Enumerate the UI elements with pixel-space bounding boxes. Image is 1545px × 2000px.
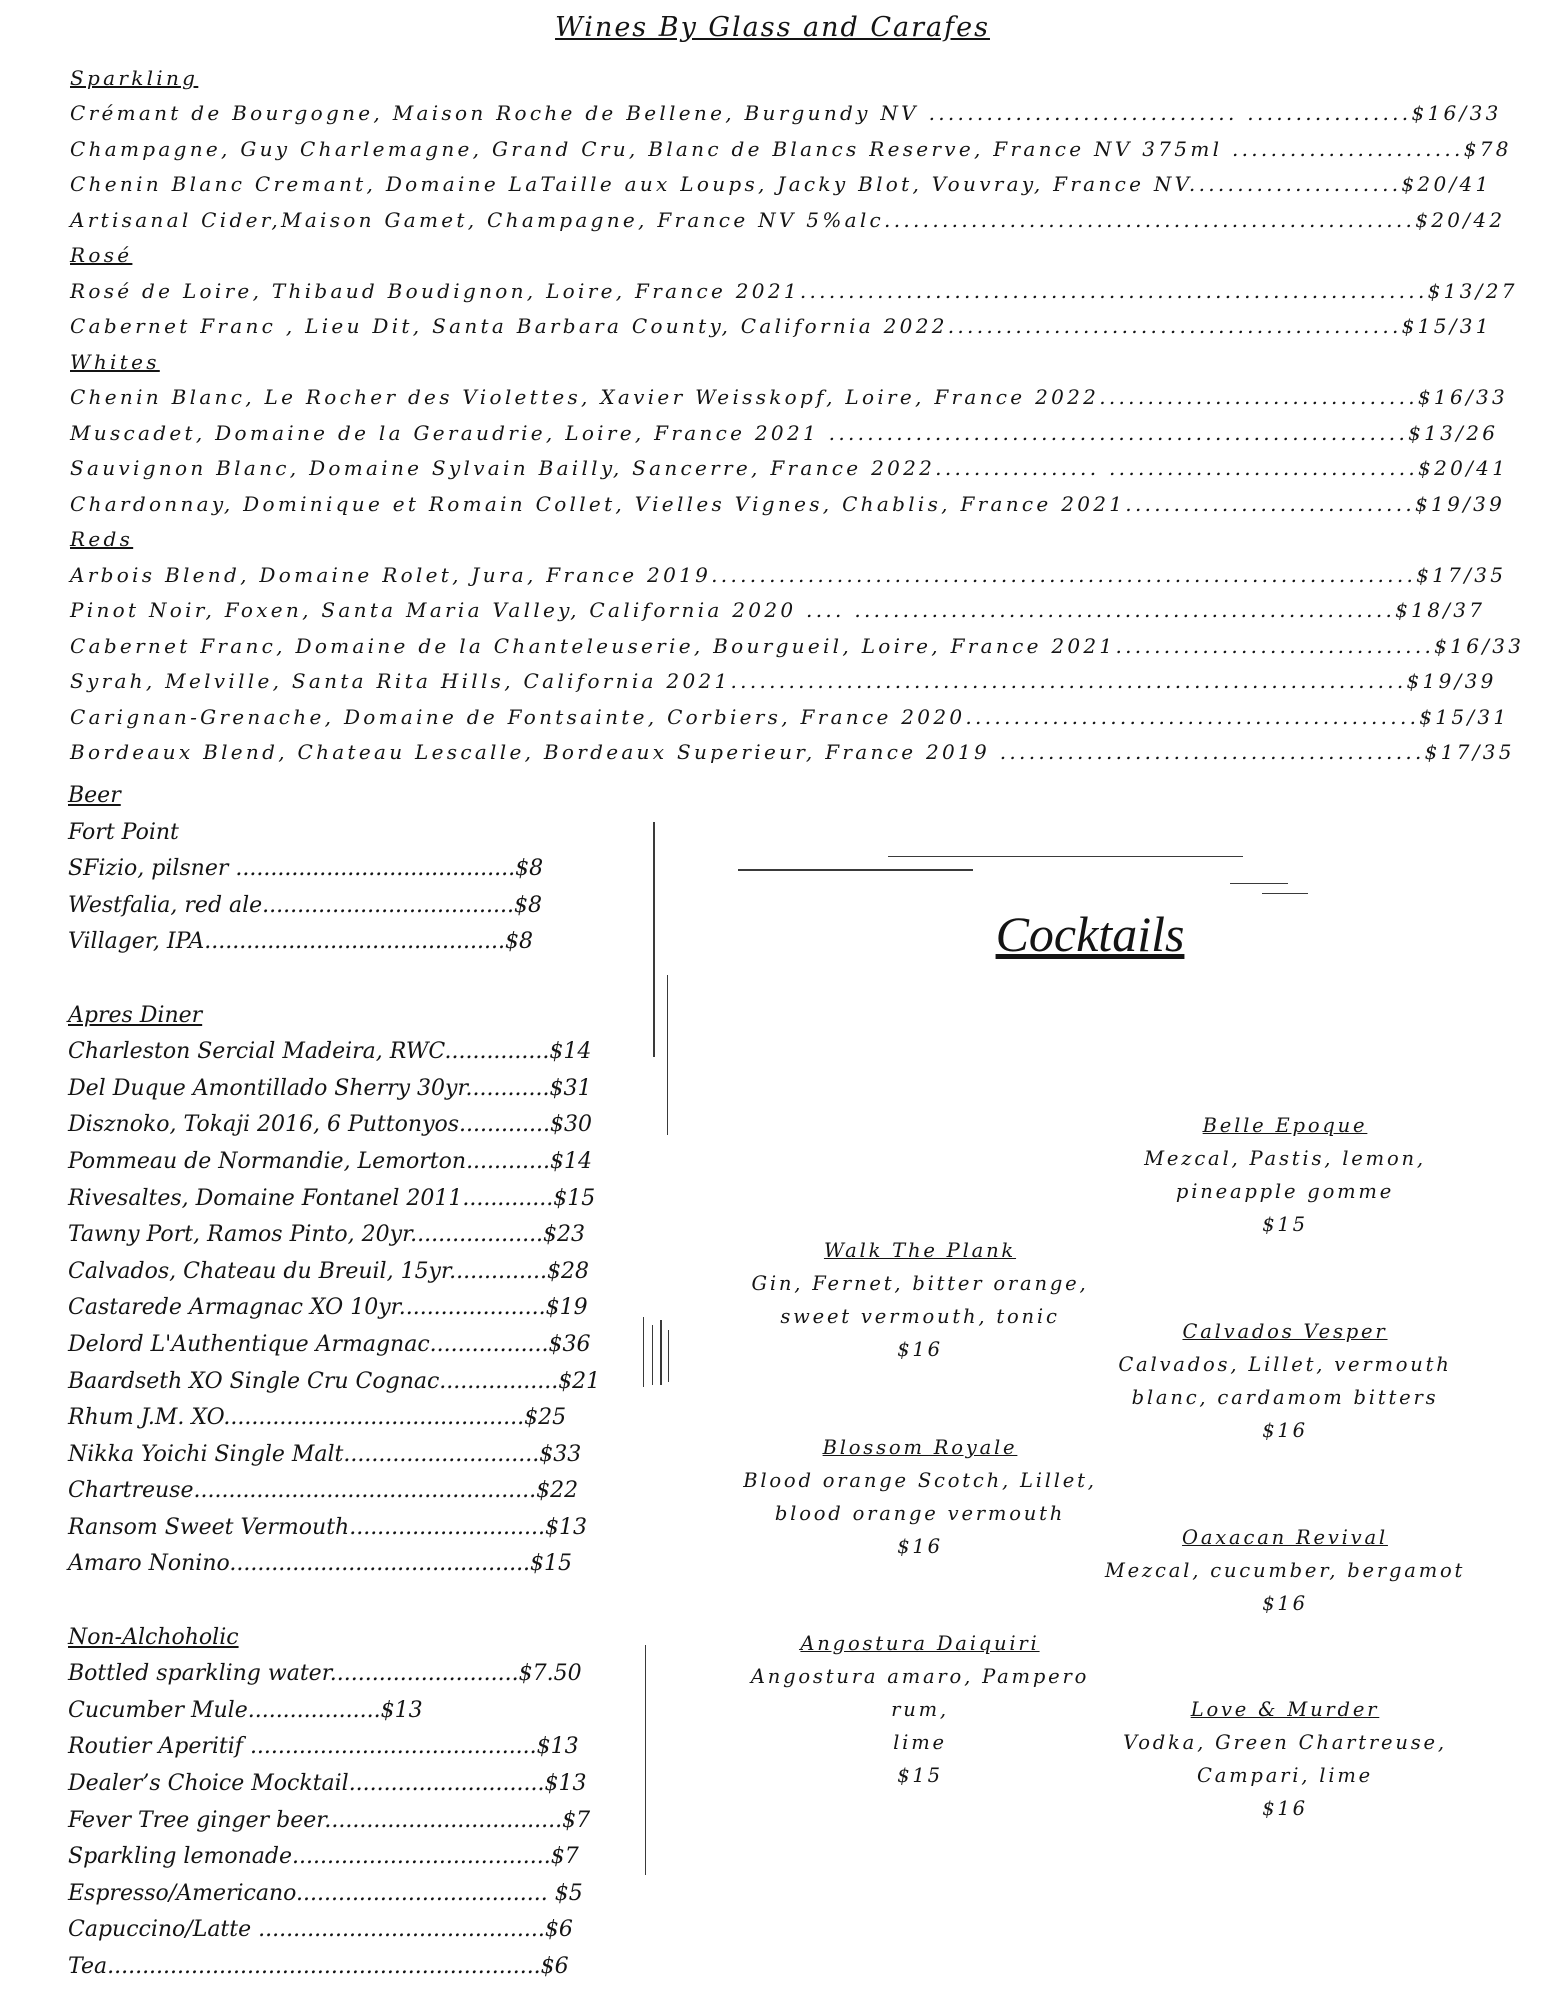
divider-line bbox=[653, 822, 655, 1057]
nonalc-item: Routier Aperitif .........................................$13 bbox=[68, 1734, 579, 1760]
cocktail-price: $15 bbox=[897, 1764, 943, 1787]
divider-line bbox=[660, 1320, 662, 1385]
divider-line bbox=[652, 1325, 653, 1385]
nonalc-item: Dealer’s Choice Mocktail............................$13 bbox=[68, 1771, 587, 1797]
divider-line bbox=[643, 1317, 644, 1387]
cocktail-price: $16 bbox=[897, 1338, 943, 1361]
apres-item: Chartreuse.................................................$22 bbox=[68, 1478, 579, 1504]
cocktail-ingredients: Calvados, Lillet, vermouth bbox=[1118, 1353, 1452, 1376]
cocktail-name: Oaxacan Revival bbox=[1182, 1526, 1388, 1549]
wine-item: Muscadet, Domaine de la Geraudrie, Loire, France 2021 ............................................................$13/26 bbox=[70, 421, 1499, 445]
cocktail-card bbox=[1095, 1315, 1475, 1447]
wine-item: Chenin Blanc Cremant, Domaine LaTaille aux Loups, Jacky Blot, Vouvray, France NV......................$20/41 bbox=[70, 172, 1492, 196]
wine-item: Chenin Blanc, Le Rocher des Violettes, Xavier Weisskopf, Loire, France 2022.................................$16/33 bbox=[70, 385, 1509, 409]
beer-item: Westfalia, red ale....................................$8 bbox=[68, 892, 542, 918]
nonalc-item: Tea..............................................................$6 bbox=[68, 1954, 569, 1979]
wine-item: Cabernet Franc , Lieu Dit, Santa Barbara County, California 2022...............................................$15/31 bbox=[70, 314, 1492, 338]
cocktail-name: Calvados Vesper bbox=[1182, 1320, 1388, 1343]
cocktail-price: $16 bbox=[1262, 1797, 1308, 1820]
divider-line bbox=[645, 1645, 646, 1875]
cocktail-card bbox=[725, 1627, 1115, 1792]
wine-item: Chardonnay, Dominique et Romain Collet, Vielles Vignes, Chablis, France 2021..............................$19/39 bbox=[70, 492, 1506, 516]
apres-item: Amaro Nonino...........................................$15 bbox=[68, 1551, 573, 1577]
cocktail-ingredients: Vodka, Green Chartreuse, bbox=[1123, 1731, 1447, 1754]
wine-item: Pinot Noir, Foxen, Santa Maria Valley, California 2020 .... ........................................................$18/37 bbox=[70, 598, 1486, 622]
cocktails-title: Cocktails bbox=[995, 906, 1185, 962]
apres-item: Delord L'Authentique Armagnac.................$36 bbox=[68, 1331, 591, 1357]
cocktail-price: $16 bbox=[1262, 1592, 1308, 1615]
nonalc-heading: Non-Alchoholic bbox=[68, 1624, 239, 1650]
wine-item: Syrah, Melville, Santa Rita Hills, California 2021......................................................................$19/39 bbox=[70, 669, 1497, 693]
apres-item: Rivesaltes, Domaine Fontanel 2011.............$15 bbox=[68, 1185, 596, 1211]
spacer bbox=[68, 1583, 608, 1620]
wine-item: Rosé de Loire, Thibaud Boudignon, Loire, France 2021.................................................................$13/27 bbox=[70, 279, 1518, 303]
decorative-line bbox=[1230, 883, 1288, 884]
beer-brewery: Fort Point bbox=[68, 819, 179, 845]
apres-item: Charleston Sercial Madeira, RWC...............$14 bbox=[68, 1039, 592, 1065]
cocktail-ingredients: Blood orange Scotch, Lillet, bbox=[743, 1469, 1097, 1492]
cocktail-ingredients: Angostura amaro, Pampero rum, bbox=[750, 1665, 1090, 1721]
wine-section-heading: Rosé bbox=[70, 243, 133, 267]
cocktail-name: Walk The Plank bbox=[823, 1239, 1017, 1262]
cocktail-ingredients: Mezcal, cucumber, bergamot bbox=[1104, 1559, 1466, 1582]
cocktail-name: Love & Murder bbox=[1190, 1698, 1380, 1721]
apres-item: Ransom Sweet Vermouth............................$13 bbox=[68, 1514, 588, 1540]
apres-item: Castarede Armagnac XO 10yr.....................$19 bbox=[68, 1295, 588, 1321]
wine-section-heading: Whites bbox=[70, 350, 160, 374]
apres-item: Del Duque Amontillado Sherry 30yr............$31 bbox=[68, 1075, 592, 1101]
apres-item: Tawny Port, Ramos Pinto, 20yr...................$23 bbox=[68, 1222, 586, 1248]
apres-item: Baardseth XO Single Cru Cognac.................$21 bbox=[68, 1368, 601, 1394]
cocktail-card bbox=[730, 1431, 1110, 1563]
wine-item: Crémant de Bourgogne, Maison Roche de Bellene, Burgundy NV ................................ .................$16/33 bbox=[70, 101, 1502, 125]
divider-line bbox=[668, 1330, 669, 1382]
cocktail-ingredients: Campari, lime bbox=[1196, 1764, 1373, 1787]
wine-section-heading: Sparkling bbox=[70, 66, 199, 90]
wine-item: Champagne, Guy Charlemagne, Grand Cru, Blanc de Blancs Reserve, France NV 375ml ........................$78 bbox=[70, 137, 1512, 161]
apres-item: Pommeau de Normandie, Lemorton............$14 bbox=[68, 1148, 592, 1174]
cocktail-name: Blossom Royale bbox=[822, 1436, 1018, 1459]
cocktail-price: $15 bbox=[1262, 1213, 1308, 1236]
apres-item: Calvados, Chateau du Breuil, 15yr..............$28 bbox=[68, 1258, 589, 1284]
cocktail-name: Angostura Daiquiri bbox=[800, 1632, 1040, 1655]
nonalc-item: Capuccino/Latte .........................................$6 bbox=[68, 1917, 573, 1943]
wine-item: Artisanal Cider,Maison Gamet, Champagne, France NV 5%alc.......................................................$20/42 bbox=[70, 208, 1506, 232]
wine-item: Sauvignon Blanc, Domaine Sylvain Bailly, Sancerre, France 2022................. ................................$20/41 bbox=[70, 456, 1509, 480]
decorative-line bbox=[738, 869, 973, 871]
nonalc-item: Sparkling lemonade.....................................$7 bbox=[68, 1844, 579, 1870]
cocktail-card bbox=[1095, 1521, 1475, 1620]
wine-section-heading: Reds bbox=[70, 527, 134, 551]
apres-item: Rhum J.M. XO...........................................$25 bbox=[68, 1405, 567, 1431]
left-menu-column bbox=[68, 778, 608, 1986]
spacer bbox=[68, 961, 608, 998]
cocktail-ingredients: lime bbox=[893, 1731, 947, 1754]
nonalc-item: Bottled sparkling water...........................$7.50 bbox=[68, 1661, 582, 1687]
cocktail-ingredients: pineapple gomme bbox=[1175, 1180, 1395, 1203]
decorative-line bbox=[1262, 893, 1308, 894]
cocktail-ingredients: sweet vermouth, tonic bbox=[780, 1305, 1060, 1328]
divider-line bbox=[667, 975, 668, 1135]
beer-item: Villager, IPA...........................................$8 bbox=[68, 929, 533, 955]
wine-item: Cabernet Franc, Domaine de la Chanteleuserie, Bourgueil, Loire, France 2021.................................$16/33 bbox=[70, 634, 1525, 658]
wine-item: Arbois Blend, Domaine Rolet, Jura, France 2019.........................................................................$17/35 bbox=[70, 563, 1507, 587]
wine-item: Carignan-Grenache, Domaine de Fontsainte, Corbiers, France 2020...............................................$15/31 bbox=[70, 705, 1510, 729]
apres-item: Nikka Yoichi Single Malt............................$33 bbox=[68, 1441, 582, 1467]
cocktail-ingredients: Mezcal, Pastis, lemon, bbox=[1144, 1147, 1426, 1170]
nonalc-item: Cucumber Mule...................$13 bbox=[68, 1697, 423, 1723]
cocktail-name: Belle Epoque bbox=[1202, 1114, 1368, 1137]
beer-heading: Beer bbox=[68, 783, 121, 808]
cocktail-card bbox=[1095, 1693, 1475, 1825]
cocktail-ingredients: blanc, cardamom bitters bbox=[1131, 1386, 1439, 1409]
cocktail-ingredients: Gin, Fernet, bitter orange, bbox=[751, 1272, 1089, 1295]
apres-item: Disznoko, Tokaji 2016, 6 Puttonyos.............$30 bbox=[68, 1112, 592, 1138]
cocktail-card bbox=[730, 1234, 1110, 1366]
wine-item: Bordeaux Blend, Chateau Lescalle, Bordeaux Superieur, France 2019 ............................................$17/35 bbox=[70, 740, 1515, 764]
cocktail-card bbox=[1095, 1109, 1475, 1241]
apres-heading: Apres Diner bbox=[68, 1002, 203, 1028]
page-title: Wines By Glass and Carafes bbox=[555, 12, 990, 43]
nonalc-item: Espresso/Americano.................................... $5 bbox=[68, 1880, 583, 1906]
nonalc-item: Fever Tree ginger beer..................................$7 bbox=[68, 1807, 591, 1833]
beer-item: SFizio, pilsner ........................................$8 bbox=[68, 856, 544, 882]
decorative-line bbox=[888, 856, 1243, 857]
cocktail-price: $16 bbox=[897, 1535, 943, 1558]
cocktail-ingredients: blood orange vermouth bbox=[774, 1502, 1066, 1525]
cocktail-price: $16 bbox=[1262, 1419, 1308, 1442]
